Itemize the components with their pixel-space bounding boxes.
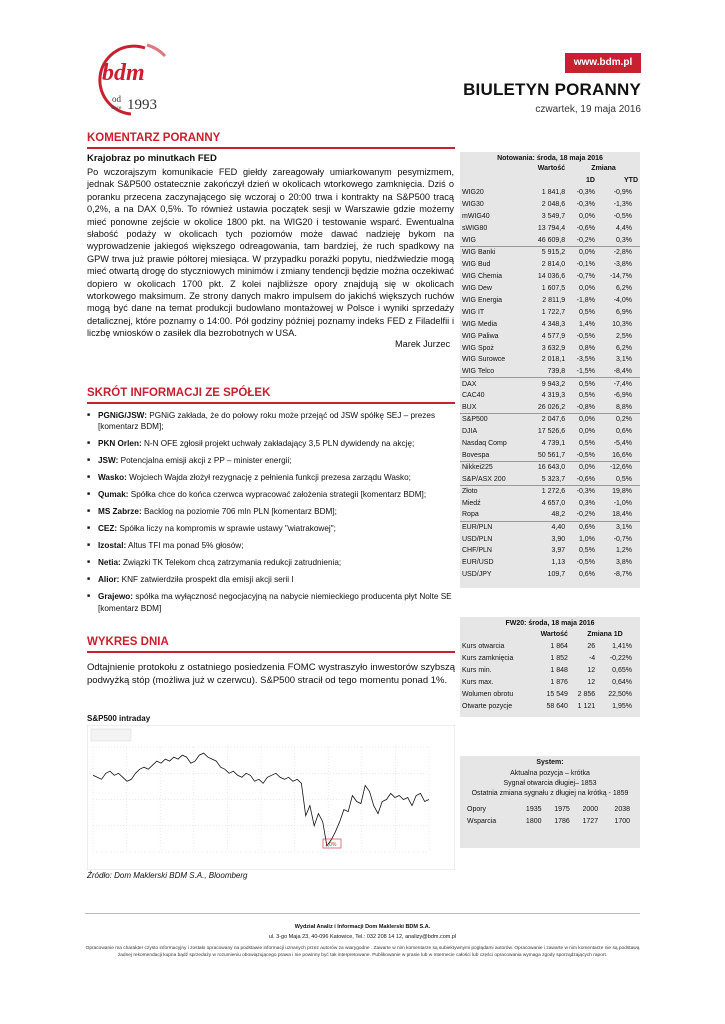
system-panel — [460, 756, 640, 848]
news-item: ■ Alior: KNF zatwierdziła prospekt dla emisji akcji serii I — [87, 574, 459, 585]
news-item: ■ Qumak: Spółka chce do końca czerwca wypracować założenia strategii [komentarz BDM]; — [87, 489, 459, 500]
quote-row: DJIA 17 526,6 0,0% 0,6% — [462, 428, 632, 436]
quote-row: BUX 26 026,2 -0,8% 8,8% — [462, 403, 632, 411]
svg-text:1993: 1993 — [127, 97, 157, 113]
quotes-heading: Notowania: środa, 18 maja 2016 — [497, 155, 603, 162]
quote-row: WIG Media 4 348,3 1,4% 10,3% — [462, 320, 632, 328]
quote-row: Nikkei225 16 643,0 0,0% -12,6% — [460, 461, 640, 473]
quote-row: mWIG40 3 549,7 0,0% -0,5% — [462, 213, 632, 221]
comment-body: Po wczorajszym komunikacie FED giełdy zareagowały umiarkowanym pesymizmem, jednak S&P500 ostatecznie zakończył dzień w okolicach wtorkowego zamknięcia. Dziś o poranku przecena zaczynającego się wczoraj o 20:00 trwa i kontrakty na S&P500 tracą 0,2%, a na DAX 0,5%. To również ustawia początek sesji w Warszawie gdzie możemy mieć ponowne zejście w okolice 1800 pkt. na WIG20 i testowanie wsparć. Ewentualna słabość podaży w okolicach tych poziomów może dawać nadzieję bykom na wyprowadzenie jakiegoś większego odreagowania, tam bardziej, że ruch spadkowy na GPW trwa już prawie półtorej miesiąca. W przypadku porażki popytu, niedźwiedzie mogą mieć otwartą drogę do styczniowych minimów i zmiany tendencji będzie można oczekiwać dopiero w okolicach 1700 pkt. Z kolei najbliższe opory znajdują się w okolicach wtorkowego maksimum. Ze strony danych makro impulsem do jakichś większych ruchów mogą być dane na temat produkcji budowlano montażowej w Polsce i wyniki sprzedaży detalicznej, które poznamy o 14:00. Pół godziny później poznamy indeks FED z Filadelfii i liczbę wniosków o zasiłek dla bezrobotnych w USA. — [87, 167, 454, 339]
svg-text:od: od — [112, 94, 121, 104]
chart-description: Odtajnienie protokołu z ostatniego posiedzenia FOMC wystraszyło inwestorów szybszą podwyżką stóp (możliwa już w czerwcu). S&P500 stracił od tego momentu ponad 1%. — [87, 662, 455, 686]
news-item: ■ CEZ: Spółka liczy na kompromis w sprawie ustawy "wiatrakowej"; — [87, 523, 459, 534]
quotes-table — [460, 163, 640, 581]
quote-row: WIG Paliwa 4 577,9 -0,5% 2,5% — [462, 332, 632, 340]
bulletin-date: czwartek, 19 maja 2016 — [535, 104, 641, 115]
news-item: ■ JSW: Potencjalna emisji akcji z PP – minister energii; — [87, 455, 459, 466]
system-last-change: Ostatnia zmiana sygnału z długiej na krótką - 1859 — [471, 790, 629, 797]
levels-table — [460, 804, 640, 828]
fw20-row: Otwarte pozycje 58 640 1 121 1,95% — [462, 703, 632, 711]
quote-row: WIG Dew 1 607,5 0,0% 6,2% — [462, 284, 632, 292]
fw20-row: Wolumen obrotu 15 549 2 856 22,50% — [462, 691, 632, 699]
system-heading: System: — [536, 759, 564, 766]
footer-address: ul. 3-go Maja 23, 40-096 Katowice, Tel.: 032 208 14 12, analizy@bdm.com.pl — [268, 934, 457, 940]
news-item: ■ Izostal: Altus TFI ma ponad 5% głosów; — [87, 540, 459, 551]
news-item: ■ Netia: Związki TK Telekom chcą zatrzymania redukcji zatrudnienia; — [87, 557, 459, 568]
quote-row: S&P500 2 047,6 0,0% 0,2% — [460, 414, 640, 426]
support-row: Wsparcia 1800 1786 1727 1700 — [467, 818, 630, 826]
fw20-row: Kurs otwarcia 1 864 26 1,41% — [462, 643, 632, 651]
quote-row: WIG Banki 5 915,2 0,0% -2,8% — [460, 247, 640, 259]
comment-subtitle: Krajobraz po minutkach FED — [87, 153, 217, 164]
footer-disclaimer: Opracowanie ma charakter czysto informacyjny i zostało opracowany na podstawie informacji uznanych przez autorów za wiarygodne . Zawarte w nim komentarze są subiektywnymi poglądami autorów. Opracowanie i zawarte w nim komentarze nie są podstawą żadnej rekomendacji kupna bądź sprzedaży w rozumieniu obowiązującego prawa i nie powinny być tak interpretowane. Publikowanie w prasie lub w Internecie całości lub części opracowania wymaga zgody sporządzających raport. — [85, 946, 640, 958]
quote-row: WIG Bud 2 814,0 -0,1% -3,8% — [462, 260, 632, 268]
fw20-row: Kurs zamknięcia 1 852 -4 -0,22% — [462, 655, 632, 663]
quotes-col-ytd: YTD — [624, 177, 638, 185]
quote-row: Złoto 1 272,6 -0,3% 19,8% — [460, 485, 640, 497]
quote-row: WIG30 2 048,6 -0,3% -1,3% — [462, 201, 632, 209]
bdm-logo — [85, 42, 175, 117]
quote-row: Nasdaq Comp 4 739,1 0,5% -5,4% — [462, 440, 632, 448]
quotes-col-change: Zmiana — [591, 165, 616, 173]
chart-source: Źródło: Dom Maklerski BDM S.A., Bloomberg — [87, 871, 248, 880]
footer-company: Wydział Analiz i Informacji Dom Maklerski BDM S.A. — [294, 924, 431, 930]
website-link[interactable]: www.bdm.pl — [565, 53, 641, 73]
quote-row: USD/PLN 3,90 1,0% -0,7% — [462, 535, 632, 543]
quote-row: WIG20 1 841,8 -0,3% -0,9% — [462, 189, 632, 197]
comment-author: Marek Jurzec — [395, 339, 451, 349]
fw20-heading: FW20: środa, 18 maja 2016 — [505, 620, 595, 627]
quote-row: EUR/PLN 4,40 0,6% 3,1% — [460, 521, 640, 533]
quote-row: EUR/USD 1,13 -0,5% 3,8% — [462, 559, 632, 567]
comment-rule — [87, 147, 455, 149]
quote-row: Miedź 4 657,0 0,3% -1,0% — [462, 499, 632, 507]
quote-row: WIG IT 1 722,7 0,5% 6,9% — [462, 308, 632, 316]
resistance-row: Opory 1935 1975 2000 2038 — [467, 806, 630, 814]
news-item: ■ MS Zabrze: Backlog na poziomie 706 mln PLN [komentarz BDM]; — [87, 506, 459, 517]
quotes-col-1d: 1D — [585, 177, 595, 185]
quote-row: WIG Spoż 3 632,9 0,8% 6,2% — [462, 344, 632, 352]
fw20-row: Kurs min. 1 848 12 0,65% — [462, 667, 632, 675]
chart-annotation: 1,0% — [325, 842, 337, 848]
quote-row: WIG Chemia 14 036,6 -0,7% -14,7% — [462, 272, 632, 280]
news-rule — [87, 402, 455, 404]
news-item: ■ PKN Orlen: N-N OFE zgłosił projekt uchwały zakładający 3,5 PLN dywidendy na akcję; — [87, 438, 459, 449]
bulletin-title: BIULETYN PORANNY — [463, 80, 641, 99]
quote-row: CHF/PLN 3,97 0,5% 1,2% — [462, 547, 632, 555]
quote-row: DAX 9 943,2 0,5% -7,4% — [460, 378, 640, 390]
quote-row: WIG Telco 739,8 -1,5% -8,4% — [462, 368, 632, 376]
footer-rule — [85, 913, 640, 914]
fw20-col-value: Wartość — [540, 631, 568, 639]
quote-row: WIG Surowce 2 018,1 -3,5% 3,1% — [462, 356, 632, 364]
chart-title: S&P500 intraday — [87, 714, 151, 723]
system-open-signal: Sygnał otwarcia długiej– 1853 — [503, 780, 597, 787]
chart-heading: WYKRES DNIA — [87, 636, 169, 648]
fw20-table — [460, 629, 640, 713]
quote-row: CAC40 4 319,3 0,5% -6,9% — [462, 392, 632, 400]
quote-row: WIG 46 609,8 -0,2% 0,3% — [462, 236, 632, 244]
svg-text:bdm: bdm — [102, 60, 145, 86]
comment-heading: KOMENTARZ PORANNY — [87, 132, 221, 144]
fw20-row: Kurs max. 1 876 12 0,64% — [462, 679, 632, 687]
quotes-col-value: Wartość — [537, 165, 566, 173]
fw20-col-change: Zmiana 1D — [587, 631, 623, 639]
sp500-intraday-chart — [87, 725, 455, 870]
news-list — [87, 410, 459, 620]
quote-row: Ropa 48,2 -0,2% 18,4% — [462, 511, 632, 519]
svg-text:since: since — [111, 105, 122, 110]
news-item: ■ Wasko: Wojciech Wajda złożył rezygnację z pełnienia funkcji prezesa zarządu Wasko; — [87, 472, 459, 483]
quote-row: USD/JPY 109,7 0,6% -8,7% — [462, 571, 632, 579]
quote-row: S&P/ASX 200 5 323,7 -0,6% 0,5% — [462, 475, 632, 483]
news-item: ■ PGNiG/JSW: PGNiG zakłada, że do połowy roku może przejąć od JSW spółkę SEJ – prezes [komentarz BDM]; — [87, 410, 459, 433]
quote-row: WIG Energia 2 811,9 -1,8% -4,0% — [462, 296, 632, 304]
chart-rule — [87, 651, 455, 653]
quotes-panel — [460, 152, 640, 588]
fw20-panel — [460, 617, 640, 717]
quote-row: Bovespa 50 561,7 -0,5% 16,6% — [462, 451, 632, 459]
news-item: ■ Grajewo: spółka ma wyłącznosć negocjacyjną na nabycie niemieckiego producenta płyt Nolte SE [komentarz BDM] — [87, 591, 459, 614]
system-position: Aktualna pozycja – krótka — [510, 770, 590, 777]
news-heading: SKRÓT INFORMACJI ZE SPÓŁEK — [87, 387, 271, 399]
quote-row: sWIG80 13 794,4 -0,6% 4,4% — [462, 225, 632, 233]
